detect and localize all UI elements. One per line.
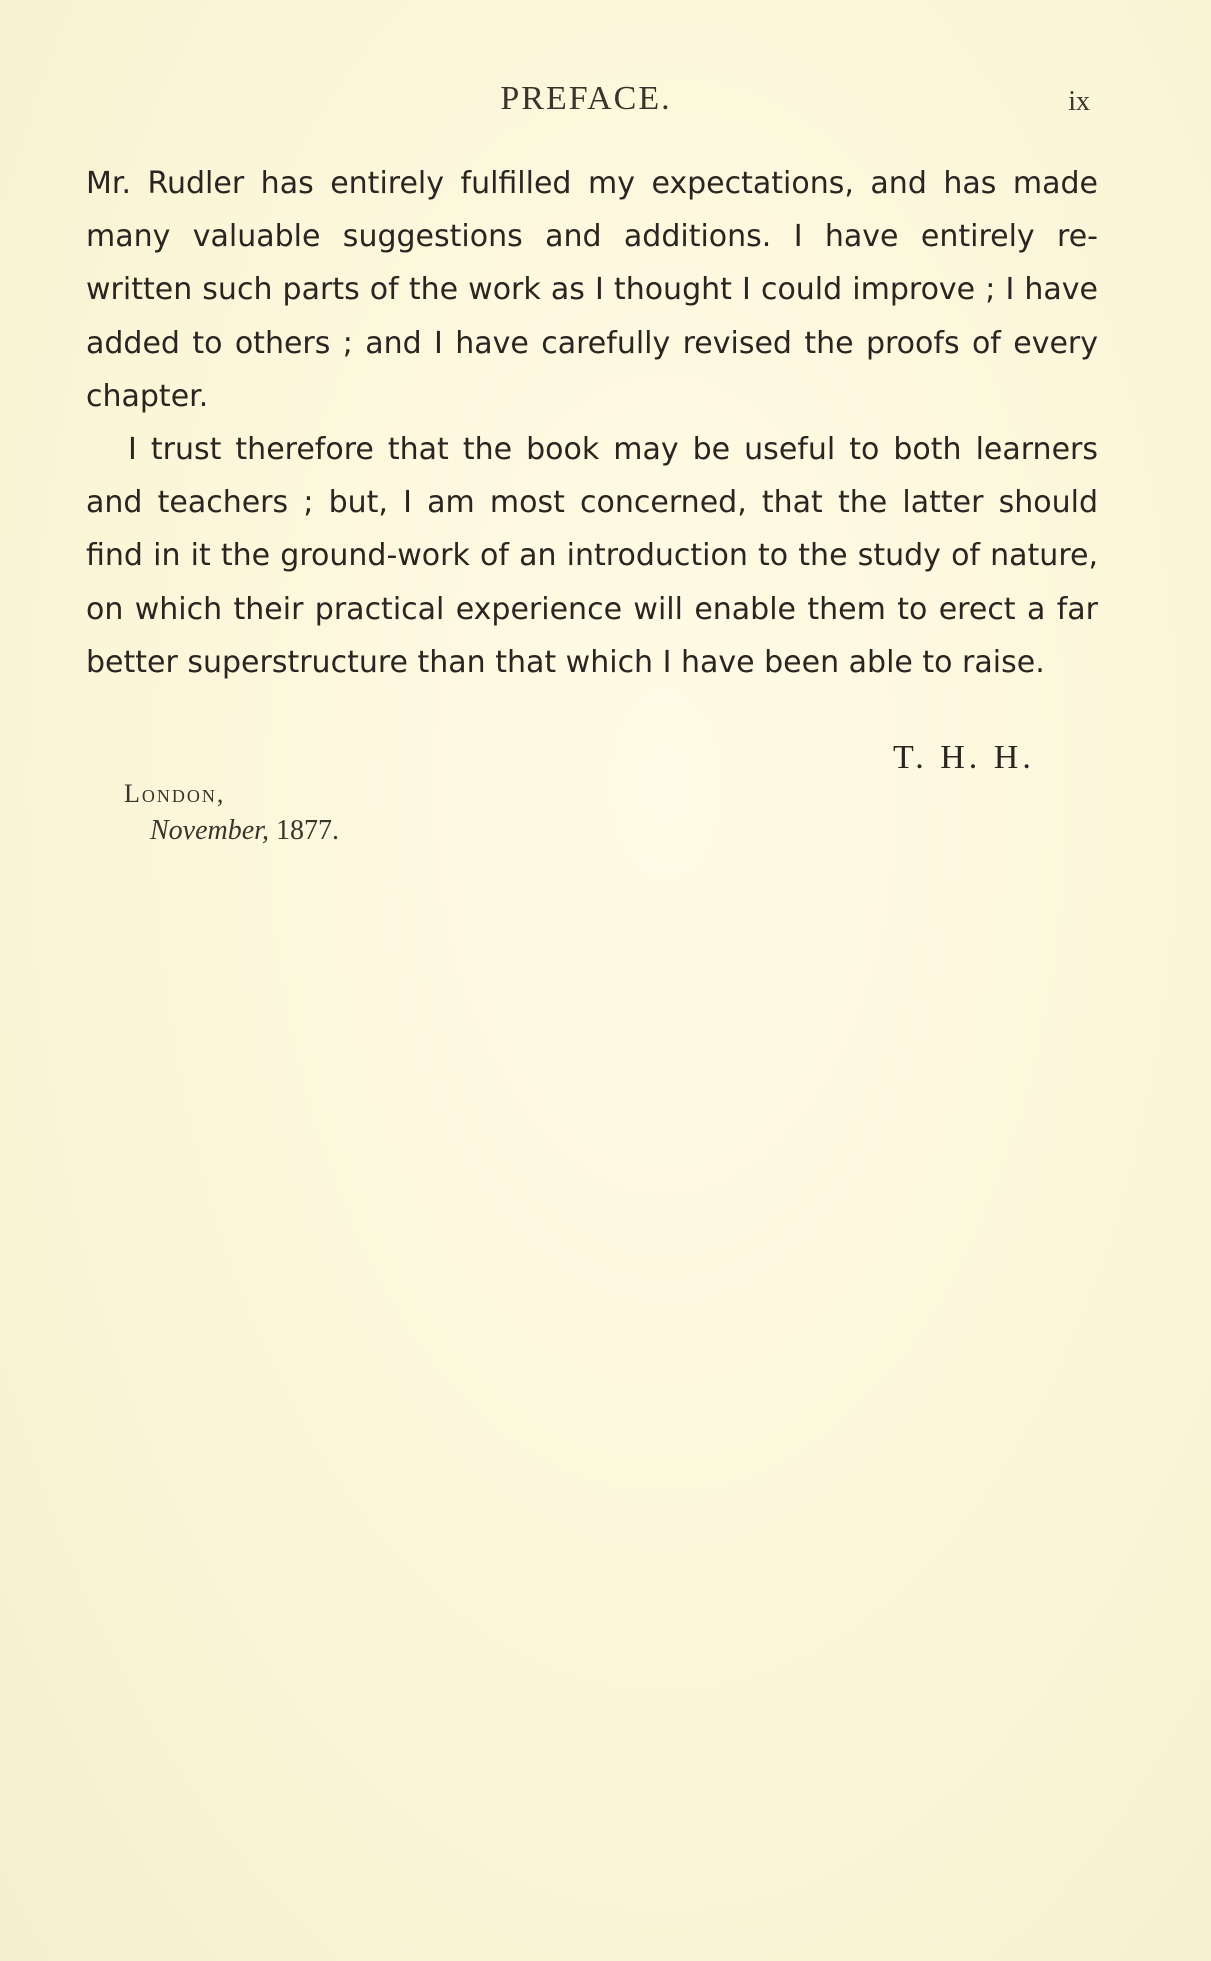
date-line	[150, 815, 339, 847]
running-head	[86, 80, 1090, 124]
running-title: PREFACE.	[500, 80, 672, 117]
preface-body	[86, 157, 1098, 689]
paragraph: I trust therefore that the book may be useful to both learners and teachers ; but, I am most concerned, that the latter should find in it the ground-work of an introduction to the study of nature, on which their practical experience will enable them to erect a far better superstructure than that which I have been able to raise.	[86, 432, 1098, 680]
author-initials: T. H. H.	[893, 739, 1035, 776]
paragraph: Mr. Rudler has entirely fulfilled my expectations, and has made many valuable suggestions and additions. I have entirely re-written such parts of the work as I thought I could improve ; I have added to others ; and I have carefully revised the proofs of every chapter.	[86, 166, 1098, 414]
date-year: 1877.	[275, 815, 339, 846]
place-line: London,	[124, 779, 226, 808]
date-month: November,	[150, 815, 269, 846]
page-number: ix	[1068, 86, 1090, 117]
